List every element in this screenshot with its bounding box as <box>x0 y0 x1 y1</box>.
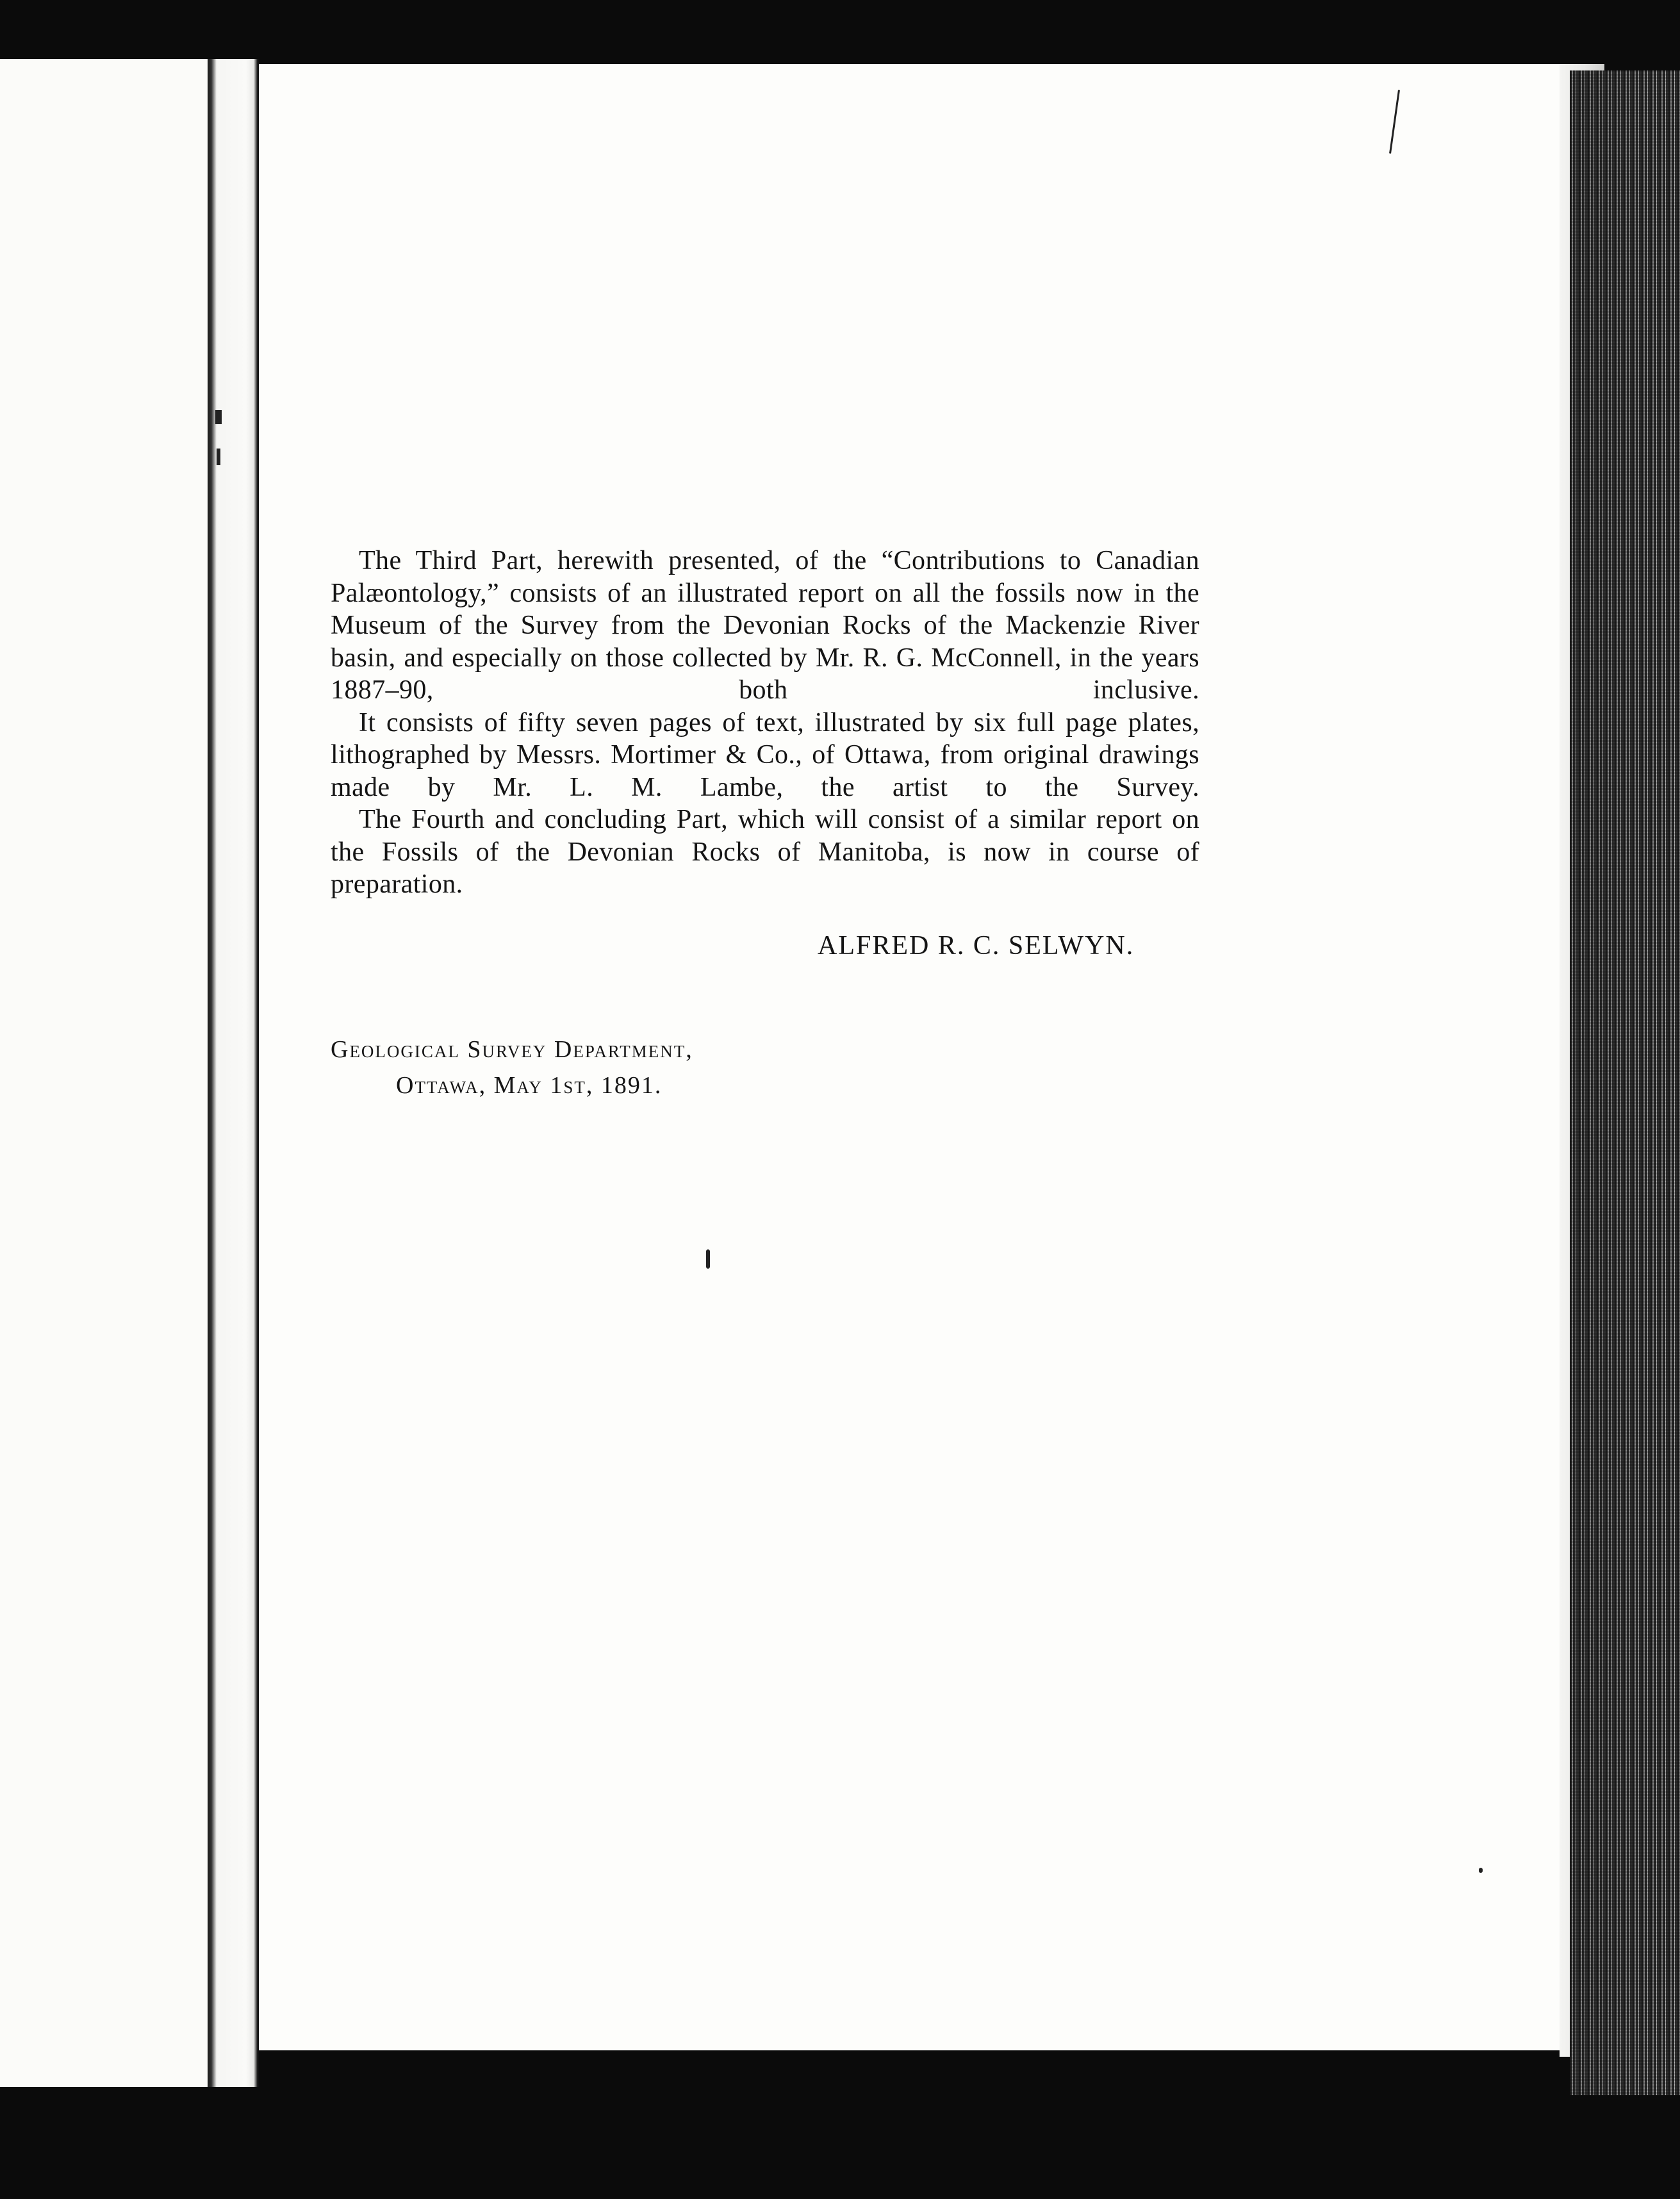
dateline <box>331 1032 693 1103</box>
department-name: Geological Survey Department, <box>331 1036 693 1063</box>
speck-mark <box>706 1249 710 1269</box>
paragraph-third-part: The Third Part, herewith presented, of the “Contributions to Canadian Palæontology,” consists of an illustrated report on all the fossils now in the Museum of the Survey from the Devonian Rocks of the Mackenzie River basin, and especially on those collected by Mr. R. G. McConnell, in the years 1887–90, both inclusive. <box>331 546 1199 705</box>
signature: ALFRED R. C. SELWYN. <box>818 931 1135 960</box>
paragraph-contents: It consists of fifty seven pages of text, illustrated by six full page plates, lithographed by Messrs. Mortimer & Co., of Ottawa, from original drawings made by Mr. L. M. Lambe, the artist to the Survey. <box>331 707 1199 802</box>
place-date: Ottawa, May 1st, 1891. <box>396 1072 663 1099</box>
paragraph-fourth-part: The Fourth and concluding Part, which will consist of a similar report on the Fossils of the Devonian Rocks of Manitoba, is now in course of preparation. <box>331 805 1199 899</box>
speck-mark <box>1479 1868 1483 1873</box>
speck-mark <box>215 410 222 424</box>
left-page <box>0 59 208 2087</box>
book-gutter <box>208 59 259 2087</box>
body-text <box>331 545 1199 901</box>
speck-mark <box>217 449 220 465</box>
book-page-edges <box>1570 70 1680 2095</box>
